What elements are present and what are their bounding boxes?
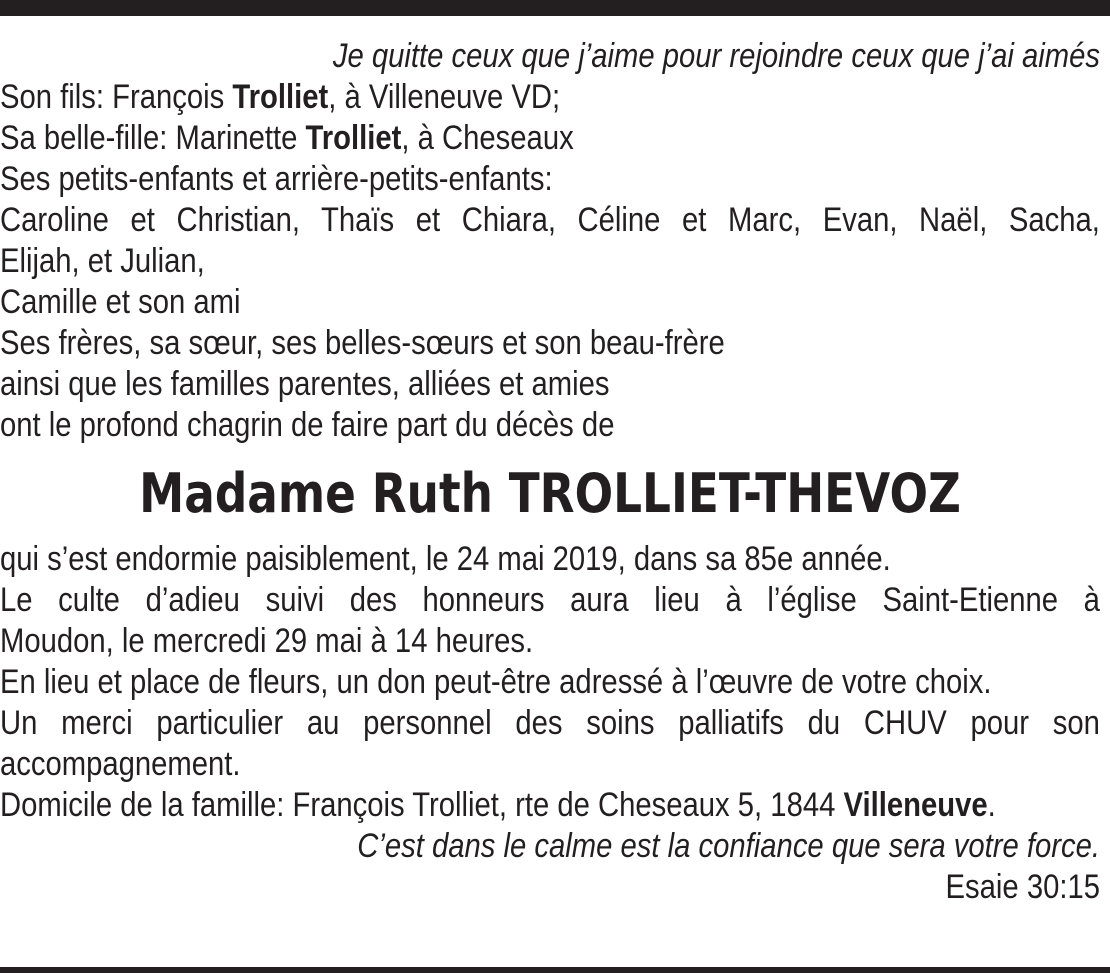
top-rule [0, 0, 1110, 16]
epigraph-bottom: C’est dans le calme est la confiance que sera votre force. [357, 827, 1100, 865]
thanks-line-1: Un merci particulier au personnel des soins palliatifs du CHUV pour son [0, 704, 1100, 742]
domicile-town: Villeneuve [843, 786, 988, 824]
announcement: ont le profond chagrin de faire part du décès de [0, 406, 615, 444]
family-son: Son fils: François Trolliet, à Villeneuve VD; [0, 78, 561, 116]
epigraph-top: Je quitte ceux que j’aime pour rejoindre ceux que j’ai aimés [332, 37, 1100, 75]
grandchildren-label: Ses petits-enfants et arrière-petits-enfants: [0, 160, 553, 198]
bottom-rule [0, 967, 1110, 973]
grandchildren-line-3: Camille et son ami [0, 283, 241, 321]
service-line-2: Moudon, le mercredi 29 mai à 14 heures. [0, 622, 534, 660]
daughter-in-law-surname: Trolliet [305, 119, 402, 157]
family-daughter-in-law: Sa belle-fille: Marinette Trolliet, à Cheseaux [0, 119, 574, 157]
siblings: Ses frères, sa sœur, ses belles-sœurs et son beau-frère [0, 324, 725, 362]
son-surname: Trolliet [232, 78, 329, 116]
deceased-name: Madame Ruth TROLLIET-THEVOZ [139, 462, 961, 525]
relatives: ainsi que les familles parentes, alliées et amies [0, 365, 610, 403]
flowers-notice: En lieu et place de fleurs, un don peut-être adressé à l’œuvre de votre choix. [0, 663, 992, 701]
grandchildren-line-2: Elijah, et Julian, [0, 242, 205, 280]
epigraph-source: Esaie 30:15 [945, 868, 1100, 906]
death-notice: qui s’est endormie paisiblement, le 24 mai 2019, dans sa 85e année. [0, 540, 891, 578]
thanks-line-2: accompagnement. [0, 745, 241, 783]
family-domicile: Domicile de la famille: François Trolliet, rte de Cheseaux 5, 1844 Villeneuve. [0, 786, 996, 824]
grandchildren-line-1: Caroline et Christian, Thaïs et Chiara, Céline et Marc, Evan, Naël, Sacha, [0, 201, 1100, 239]
obituary-notice [0, 36, 1100, 908]
service-line-1: Le culte d’adieu suivi des honneurs aura lieu à l’église Saint-Etienne à [0, 581, 1100, 619]
